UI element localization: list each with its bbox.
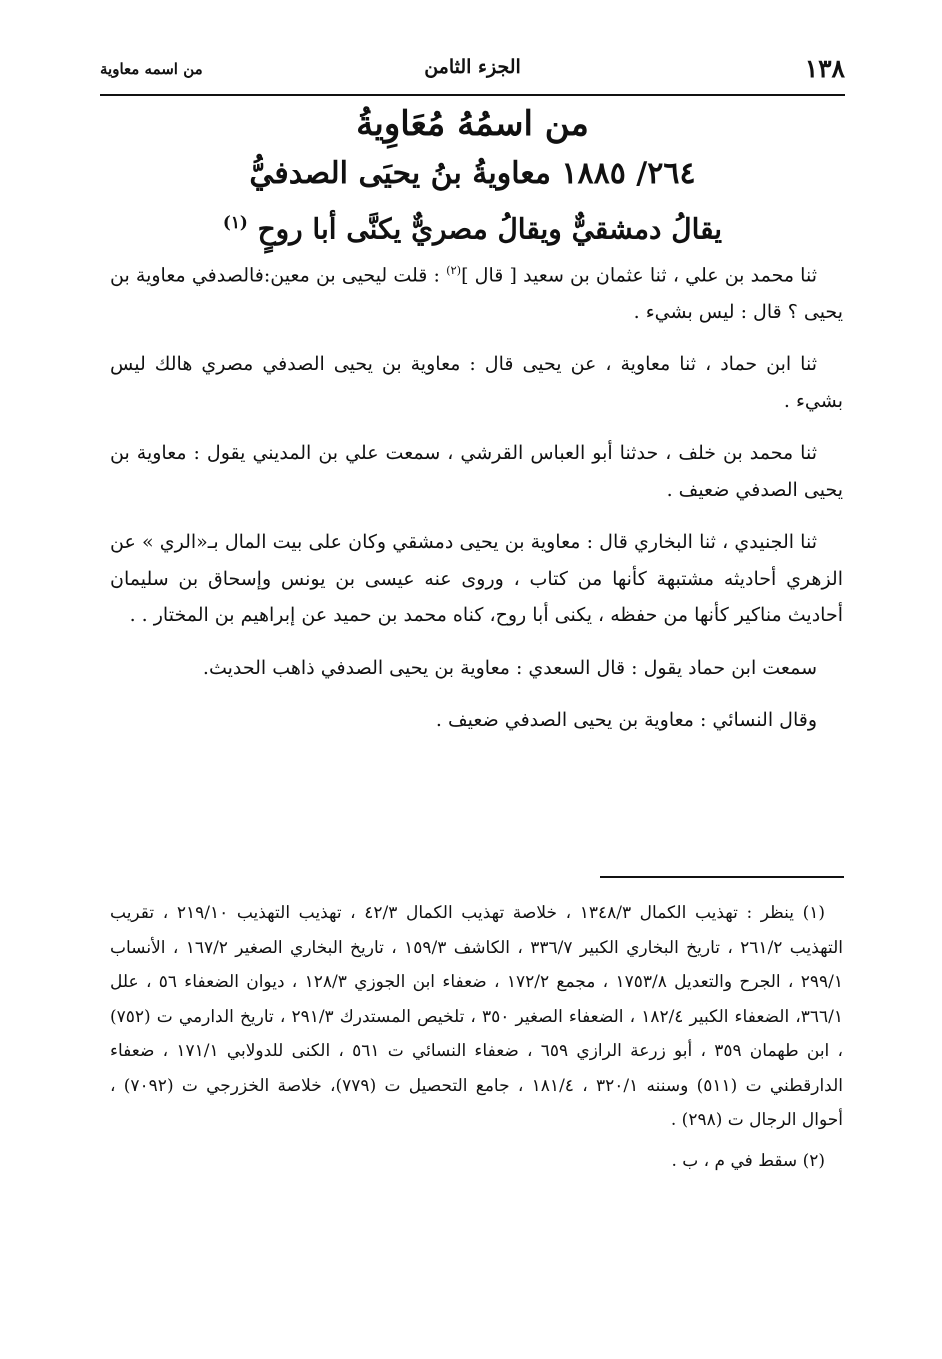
paragraph-2: ثنا ابن حماد ، ثنا معاوية ، عن يحيى قال : معاوية بن يحيى الصدفي مصري هالك ليس بشيء . bbox=[110, 353, 843, 412]
footnotes bbox=[110, 896, 843, 1178]
paragraph-1 bbox=[110, 252, 843, 330]
page-header bbox=[100, 54, 845, 90]
chapter-title: من اسمُهُ مُعَاوِيةُ bbox=[356, 104, 589, 144]
footnote-1: (١) ينظر : تهذيب الكمال ١٣٤٨/٣ ، خلاصة تهذيب الكمال ٤٢/٣ ، تهذيب التهذيب ٢١٩/١٠ ، تقريب التهذيب ٢٦١/٢ ، تاريخ البخاري الكبير ٣٣٦/٧ ، الكاشف ١٥٩/٣ ، تاريخ البخاري الصغير ١٦٧/٢ ، الأنساب ٢٩٩/١ ، الجرح والتعديل ١٧٥٣/٨ ، مجمع ١٧٢/٢ ، ضعفاء ابن الجوزي ١٢٨/٣ ، ديوان الضعفاء ٥٦ ، علل ٣٦٦/١، الضعفاء الكبير ١٨٢/٤ ، الضعفاء الصغير ٣٥٠ ، تلخيص المستدرك ٢٩١/٣ ، تاريخ الدارمي ت (٧٥٢) ، ابن طهمان ٣٥٩ ، أبو زرعة الرازي ٦٥٩ ، ضعفاء النسائي ت ٥٦١ ، الكنى للدولابي ١٧١/١ ، ضعفاء الدارقطني ت (٥١١) وسننه ٣٢٠/١ ، ١٨١/٤ ، جامع التحصيل ت (٧٧٩)، خلاصة الخزرجي ت (٧٠٩٢) ، أحوال الرجال ت (٢٩٨) . bbox=[110, 903, 844, 1130]
title-block bbox=[100, 100, 845, 251]
paragraph-1-text-b: : قلت ليحيى بن معين:فالصدفي معاوية بن يحيى ؟ قال : ليس بشيء . bbox=[110, 264, 843, 323]
footnote-ref-2: (٢) bbox=[446, 263, 462, 277]
main-text bbox=[110, 252, 843, 755]
paragraph-3: ثنا محمد بن خلف ، حدثنا أبو العباس القرشي ، سمعت علي بن المديني يقول : معاوية بن يحيى الصدفي ضعيف . bbox=[110, 442, 843, 501]
entry-subtitle bbox=[100, 200, 845, 251]
paragraph-6: وقال النسائي : معاوية بن يحيى الصدفي ضعيف . bbox=[435, 709, 817, 732]
footnote-ref-1: (١) bbox=[222, 212, 248, 232]
section-running-title: من اسمه معاوية bbox=[100, 60, 203, 78]
paragraph-4: ثنا الجنيدي ، ثنا البخاري قال : معاوية بن يحيى دمشقي وكان على بيت المال بـ«الري » عن الزهري أحاديثه مشتبهة كأنها من كتاب ، وروى عنه عيسى بن يونس وإسحاق بن سليمان أحاديث مناكير كأنها من حفظه ، يكنى أبا روح، كناه محمد بن حميد عن إبراهيم بن المختار . . bbox=[110, 531, 843, 627]
entry-subtitle-text: يقالُ دمشقيٌّ ويقالُ مصريٌّ يكنَّى أبا روحٍ bbox=[257, 212, 723, 246]
footnote-rule bbox=[600, 876, 844, 878]
header-rule bbox=[100, 94, 845, 96]
volume-title: الجزء الثامن bbox=[424, 56, 521, 78]
footnote-2: (٢) سقط في م ، ب . bbox=[671, 1150, 825, 1171]
paragraph-5: سمعت ابن حماد يقول : قال السعدي : معاوية بن يحيى الصدفي ذاهب الحديث. bbox=[202, 656, 817, 679]
page-number: ١٣٨ bbox=[804, 54, 845, 83]
paragraph-1-text-a: ثنا محمد بن علي ، ثنا عثمان بن سعيد [ قال ] bbox=[461, 264, 817, 287]
entry-title: ٢٦٤/ ١٨٨٥ معاويةُ بنُ يحيَى الصدفيُّ bbox=[249, 156, 696, 191]
